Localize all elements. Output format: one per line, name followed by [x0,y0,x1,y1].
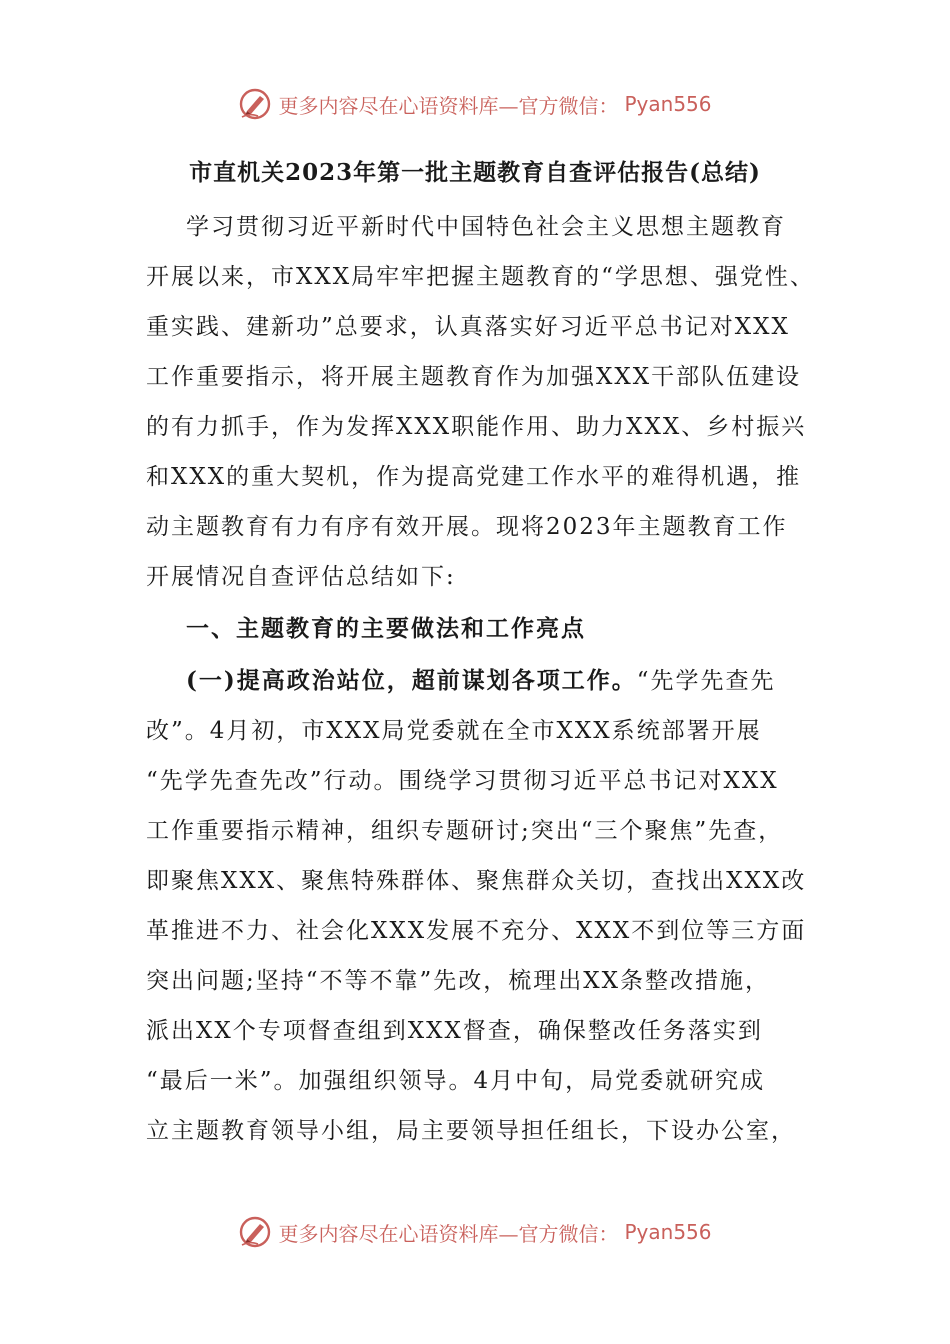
paragraph-line: 立主题教育领导小组，局主要领导担任组长，下设办公室， [146,1118,796,1144]
paragraph-line: 和XXX的重大契机，作为提高党建工作水平的难得机遇，推 [146,464,802,490]
watermark-wechat-id: Pyan556 [624,1220,712,1244]
paragraph-line: 动主题教育有力有序有效开展。现将2023年主题教育工作 [146,514,788,540]
paragraph-line: 工作重要指示精神，组织专题研讨;突出“三个聚焦”先查， [146,818,784,844]
watermark-bottom [0,1212,950,1252]
paragraph-line: 改”。4月初，市XXX局党委就在全市XXX系统部署开展 [146,718,762,744]
paragraph-line: 革推进不力、社会化XXX发展不充分、XXX不到位等三方面 [146,918,807,944]
watermark-top [0,84,950,124]
paragraph-line: “最后一米”。加强组织领导。4月中旬，局党委就研究成 [146,1068,766,1094]
pen-logo-icon [238,87,272,121]
document-title: 市直机关2023年第一批主题教育自查评估报告(总结) [189,159,761,186]
subsection-heading: (一)提高政治站位，超前谋划各项工作。 [186,667,637,694]
paragraph-line: 即聚焦XXX、聚焦特殊群体、聚焦群众关切，查找出XXX改 [146,868,807,894]
subsection-text: “先学先查先 [636,668,776,694]
pen-logo-icon [238,1215,272,1249]
section-heading: 一、主题教育的主要做法和工作亮点 [186,615,586,642]
watermark-text: 更多内容尽在心语资料库—官方微信： [278,1221,619,1246]
paragraph-line: 开展以来，市XXX局牢牢把握主题教育的“学思想、强党性、 [146,264,815,290]
subsection-line [186,666,776,696]
paragraph-line: 派出XX个专项督查组到XXX督查，确保整改任务落实到 [146,1018,763,1044]
paragraph-line: 突出问题;坚持“不等不靠”先改，梳理出XX条整改措施， [146,968,771,994]
paragraph-line: 工作重要指示，将开展主题教育作为加强XXX干部队伍建设 [146,364,802,390]
paragraph-line: 重实践、建新功”总要求，认真落实好习近平总书记对XXX [146,314,790,340]
paragraph-line: 学习贯彻习近平新时代中国特色社会主义思想主题教育 [186,214,786,240]
watermark-text: 更多内容尽在心语资料库—官方微信： [278,93,619,118]
watermark-wechat-id: Pyan556 [624,92,712,116]
paragraph-line: “先学先查先改”行动。围绕学习贯彻习近平总书记对XXX [146,768,779,794]
paragraph-line: 开展情况自查评估总结如下: [146,564,456,590]
paragraph-line: 的有力抓手，作为发挥XXX职能作用、助力XXX、乡村振兴 [146,414,807,440]
